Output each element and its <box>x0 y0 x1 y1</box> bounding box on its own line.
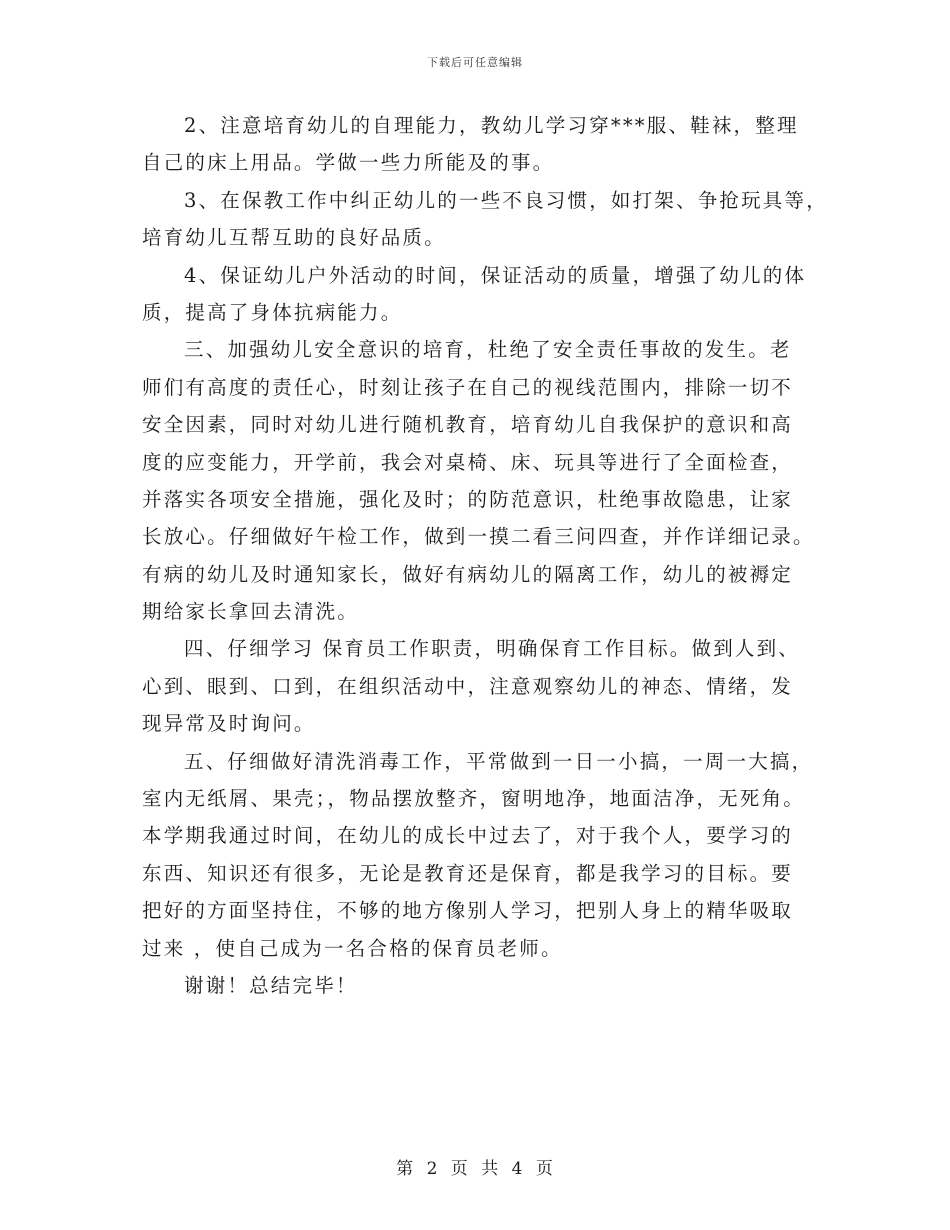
paragraph-line: 2、注意培育幼儿的自理能力，教幼儿学习穿***服、鞋袜，整理 <box>184 114 799 137</box>
paragraph-line: 四、仔细学习 保育员工作职责，明确保育工作目标。做到人到、 <box>184 637 800 661</box>
paragraph-line: 长放心。仔细做好午检工作，做到一摸二看三问四查，并作详细记录。 <box>142 525 815 549</box>
header-note: 下载后可任意编辑 <box>427 56 523 69</box>
paragraph-line: 心到、眼到、口到，在组织活动中，注意观察幼儿的神态、情绪，发 <box>142 674 794 698</box>
paragraph-line: 室内无纸屑、果壳；，物品摆放整齐，窗明地净，地面洁净，无死角。 <box>142 787 805 811</box>
body-text <box>142 107 828 1004</box>
paragraph-line: 本学期我通过时间，在幼儿的成长中过去了，对于我个人，要学习的 <box>142 824 794 848</box>
paragraph-line: 有病的幼儿及时通知家长，做好有病幼儿的隔离工作，幼儿的被褥定 <box>142 562 794 586</box>
paragraph-line: 把好的方面坚持住，不够的地方像别人学习，把别人身上的精华吸取 <box>142 899 794 923</box>
paragraph-line: 期给家长拿回去清洗。 <box>142 600 360 624</box>
paragraph-line: 3、在保教工作中纠正幼儿的一些不良习惯，如打架、争抢玩具等， <box>184 188 828 212</box>
paragraph-line: 过来 ，使自己成为一名合格的保育员老师。 <box>142 936 563 960</box>
page-number: 第 2 页 共 4 页 <box>396 1159 554 1179</box>
paragraph-line: 自己的床上用品。学做一些力所能及的事。 <box>142 151 555 175</box>
closing-line: 谢谢！总结完毕！ <box>184 973 358 997</box>
paragraph-line: 三、加强幼儿安全意识的培育，杜绝了安全责任事故的发生。老 <box>184 338 792 362</box>
paragraph-line: 五、仔细做好清洗消毒工作，平常做到一日一小搞，一周一大搞， <box>184 749 814 773</box>
paragraph-line: 并落实各项安全措施，强化及时；的防范意识，杜绝事故隐患，让家 <box>142 487 794 511</box>
paragraph-line: 度的应变能力，开学前，我会对桌椅、床、玩具等进行了全面检查， <box>142 450 794 474</box>
paragraph-line: 质，提高了身体抗病能力。 <box>142 300 403 324</box>
paragraph-line: 培育幼儿互帮互助的良好品质。 <box>142 226 446 250</box>
paragraph-line: 安全因素，同时对幼儿进行随机教育，培育幼儿自我保护的意识和高 <box>142 413 794 437</box>
paragraph-line: 师们有高度的责任心，时刻让孩子在自己的视线范围内，排除一切不 <box>142 375 794 399</box>
paragraph-line: 4、保证幼儿户外活动的时间，保证活动的质量，增强了幼儿的体 <box>184 263 807 287</box>
paragraph-line: 东西、知识还有很多，无论是教育还是保育，都是我学习的目标。要 <box>142 861 794 885</box>
paragraph-line: 现异常及时询问。 <box>142 712 316 736</box>
